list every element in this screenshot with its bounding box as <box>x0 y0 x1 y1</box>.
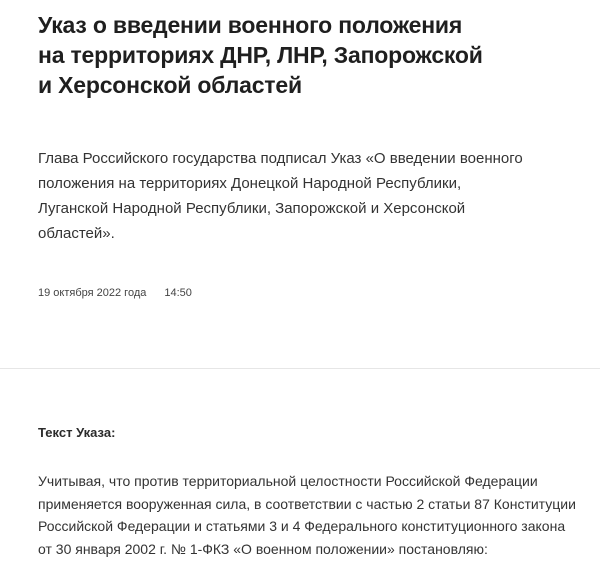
article-lead-line: положения на территориях Донецкой Народной Республики, <box>38 175 462 192</box>
decree-text-line: от 30 января 2002 г. № 1-ФКЗ «О военном положении» постановляю: <box>38 540 488 557</box>
article-lead <box>38 146 598 246</box>
article-title-line: на территориях ДНР, ЛНР, Запорожской <box>38 42 483 68</box>
section-divider <box>0 368 600 369</box>
article-lead-line: Луганской Народной Республики, Запорожской и Херсонской <box>38 200 466 217</box>
article-title-line: и Херсонской областей <box>38 72 302 98</box>
decree-text-line: Российской Федерации и статьями 3 и 4 Федерального конституционного закона <box>38 518 566 534</box>
decree-text-line: Учитывая, что против территориальной целостности Российской Федерации <box>38 473 538 489</box>
publication-time: 14:50 <box>164 287 192 299</box>
article-title-line: Указ о введении военного положения <box>38 12 463 38</box>
article-title <box>38 10 558 100</box>
decree-text <box>38 470 600 560</box>
article-lead-line: областей». <box>38 225 115 242</box>
decree-section-title: Текст Указа: <box>38 425 116 440</box>
decree-text-line: применяется вооруженная сила, в соответствии с частью 2 статьи 87 Конституции <box>38 495 576 512</box>
publication-date: 19 октября 2022 года <box>38 287 147 299</box>
article-meta <box>38 285 192 301</box>
article-lead-line: Глава Российского государства подписал Указ «О введении военного <box>38 150 523 167</box>
